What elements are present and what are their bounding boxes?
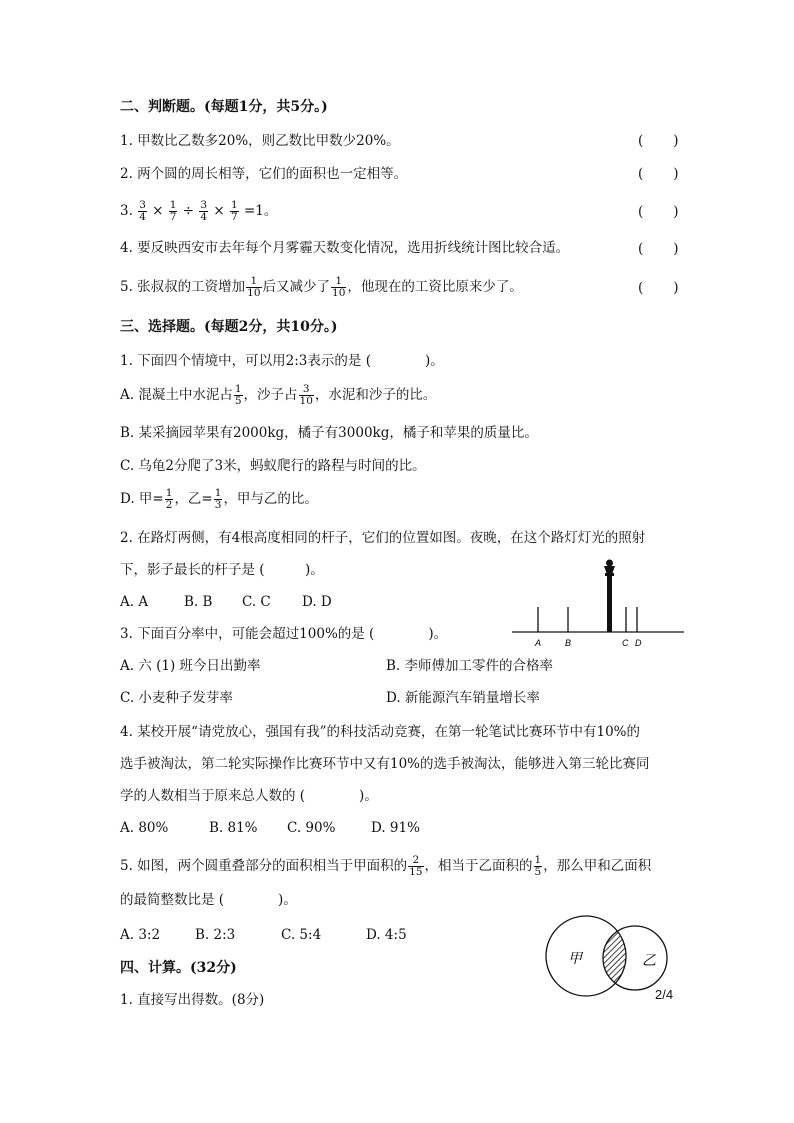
judge-question-5: 5. 张叔叔的工资增加 $\frac{1}{10}$ 后又减少了 $\frac{1}{10}$ ，他现在的工资比原来少了。 (120, 275, 523, 299)
judge-question-2: 2. 两个圆的周长相等，它们的面积也一定相等。 (120, 166, 408, 182)
choice-q3-option-a[interactable]: A. 六 (1) 班今日出勤率 (120, 658, 261, 674)
option-a[interactable]: A. A (120, 594, 149, 610)
choice-q1-option-d[interactable]: D. 甲= $\frac{1}{2}$ ，乙= $\frac{1}{3}$ ，甲与乙的比。 (120, 487, 318, 511)
times-sign: × (213, 203, 225, 219)
choice-q2-stem-line1: 2. 在路灯两侧，有4根高度相同的杆子，它们的位置如图。夜晚，在这个路灯灯光的照射 (120, 530, 646, 546)
fraction: $\frac{1}{2}$ (165, 487, 173, 511)
option-d[interactable]: D. 91% (371, 820, 420, 836)
answer-paren-1[interactable]: ( ) (638, 133, 680, 149)
choice-q1-option-a[interactable]: A. 混凝土中水泥占 $\frac{1}{5}$ ，沙子占 $\frac{3}{10}$ ，水泥和沙子的比。 (120, 383, 437, 407)
option-b[interactable]: B. B (184, 594, 213, 610)
calc-question-1: 1. 直接写出得数。(8分) (120, 992, 265, 1008)
option-d[interactable]: D. 4:5 (366, 927, 407, 943)
fraction: $\frac{1}{7}$ (169, 199, 177, 223)
answer-paren-5[interactable]: ( ) (638, 280, 680, 296)
fraction: $\frac{1}{5}$ (534, 854, 542, 878)
choice-q3-option-b[interactable]: B. 李师傅加工零件的合格率 (386, 658, 554, 674)
divide-sign: ÷ (182, 203, 195, 219)
section-judge-heading: 二、判断题。(每题1分，共5分。) (120, 99, 328, 115)
page-number: 2/4 (655, 987, 674, 1002)
option-c[interactable]: C. 5:4 (281, 927, 322, 943)
label-yi: 乙 (642, 953, 656, 969)
q3-prefix: 3. (120, 203, 133, 219)
judge-question-4: 4. 要反映西安市去年每个月雾霾天数变化情况，选用折线统计图比较合适。 (120, 240, 570, 256)
lamp-post (604, 560, 615, 633)
fraction: $\frac{3}{4}$ (200, 199, 208, 223)
fraction: $\frac{1}{3}$ (214, 487, 222, 511)
choice-q3-option-d[interactable]: D. 新能源汽车销量增长率 (386, 690, 540, 706)
choice-q4-stem-line3: 学的人数相当于原来总人数的 ( )。 (120, 788, 378, 804)
judge-question-3 (120, 198, 277, 224)
fraction: $\frac{1}{7}$ (230, 199, 238, 223)
fraction: $\frac{1}{10}$ (332, 275, 346, 299)
times-sign: × (152, 203, 164, 219)
label-jia: 甲 (568, 951, 582, 967)
choice-q1-option-c[interactable]: C. 乌龟2分爬了3米，蚂蚁爬行的路程与时间的比。 (120, 458, 426, 474)
fraction: $\frac{3}{4}$ (139, 199, 146, 223)
choice-q4-options (120, 818, 420, 838)
choice-q1-option-b[interactable]: B. 某采摘园苹果有2000kg，橘子有3000kg，橘子和苹果的质量比。 (120, 425, 538, 441)
choice-q2-stem-line2: 下，影子最长的杆子是 ( )。 (120, 562, 324, 578)
fraction: $\frac{2}{15}$ (409, 854, 423, 878)
choice-q4-stem-line1: 4. 某校开展“请党放心，强国有我”的科技活动竞赛，在第一轮笔试比赛环节中有10%的 (120, 724, 640, 740)
choice-q3-stem: 3. 下面百分率中，可能会超过100%的是 ( )。 (120, 626, 448, 642)
label-b: B (565, 638, 572, 648)
street-lamp-figure (508, 555, 688, 655)
section-calc-heading: 四、计算。(32分) (120, 960, 237, 976)
choice-q4-stem-line2: 选手被淘汰，第二轮实际操作比赛环节中又有10%的选手被淘汰，能够进入第三轮比赛同 (120, 756, 650, 772)
choice-q5-options (120, 925, 407, 945)
option-c[interactable]: C. 90% (287, 820, 336, 836)
option-b[interactable]: B. 2:3 (195, 927, 236, 943)
answer-paren-3[interactable]: ( ) (638, 204, 680, 220)
label-c: C (622, 638, 629, 648)
fraction: $\frac{3}{10}$ (299, 383, 313, 407)
answer-paren-4[interactable]: ( ) (638, 241, 680, 257)
choice-q5-stem-line1: 5. 如图，两个圆重叠部分的面积相当于甲面积的 $\frac{2}{15}$ ，相当于乙面积的 $\frac{1}{5}$ ，那么甲和乙面积 (120, 854, 652, 878)
choice-q1-stem: 1. 下面四个情境中，可以用2:3表示的是 ( )。 (120, 353, 444, 369)
option-a[interactable]: A. 3:2 (120, 927, 161, 943)
label-a: A (535, 638, 542, 648)
choice-q2-options (120, 592, 332, 612)
equals-one: =1。 (243, 203, 278, 219)
fraction: $\frac{1}{5}$ (234, 383, 242, 407)
fraction: $\frac{1}{10}$ (247, 275, 261, 299)
answer-paren-2[interactable]: ( ) (638, 166, 680, 182)
choice-q3-option-c[interactable]: C. 小麦种子发芽率 (120, 690, 233, 706)
choice-q5-stem-line2: 的最简整数比是 ( )。 (120, 892, 297, 908)
option-b[interactable]: B. 81% (209, 820, 258, 836)
option-a[interactable]: A. 80% (120, 820, 169, 836)
option-c[interactable]: C. C (242, 594, 271, 610)
label-d: D (635, 638, 642, 648)
section-choice-heading: 三、选择题。(每题2分，共10分。) (120, 319, 338, 335)
option-d[interactable]: D. D (302, 594, 332, 610)
judge-question-1: 1. 甲数比乙数多20%，则乙数比甲数少20%。 (120, 133, 400, 149)
